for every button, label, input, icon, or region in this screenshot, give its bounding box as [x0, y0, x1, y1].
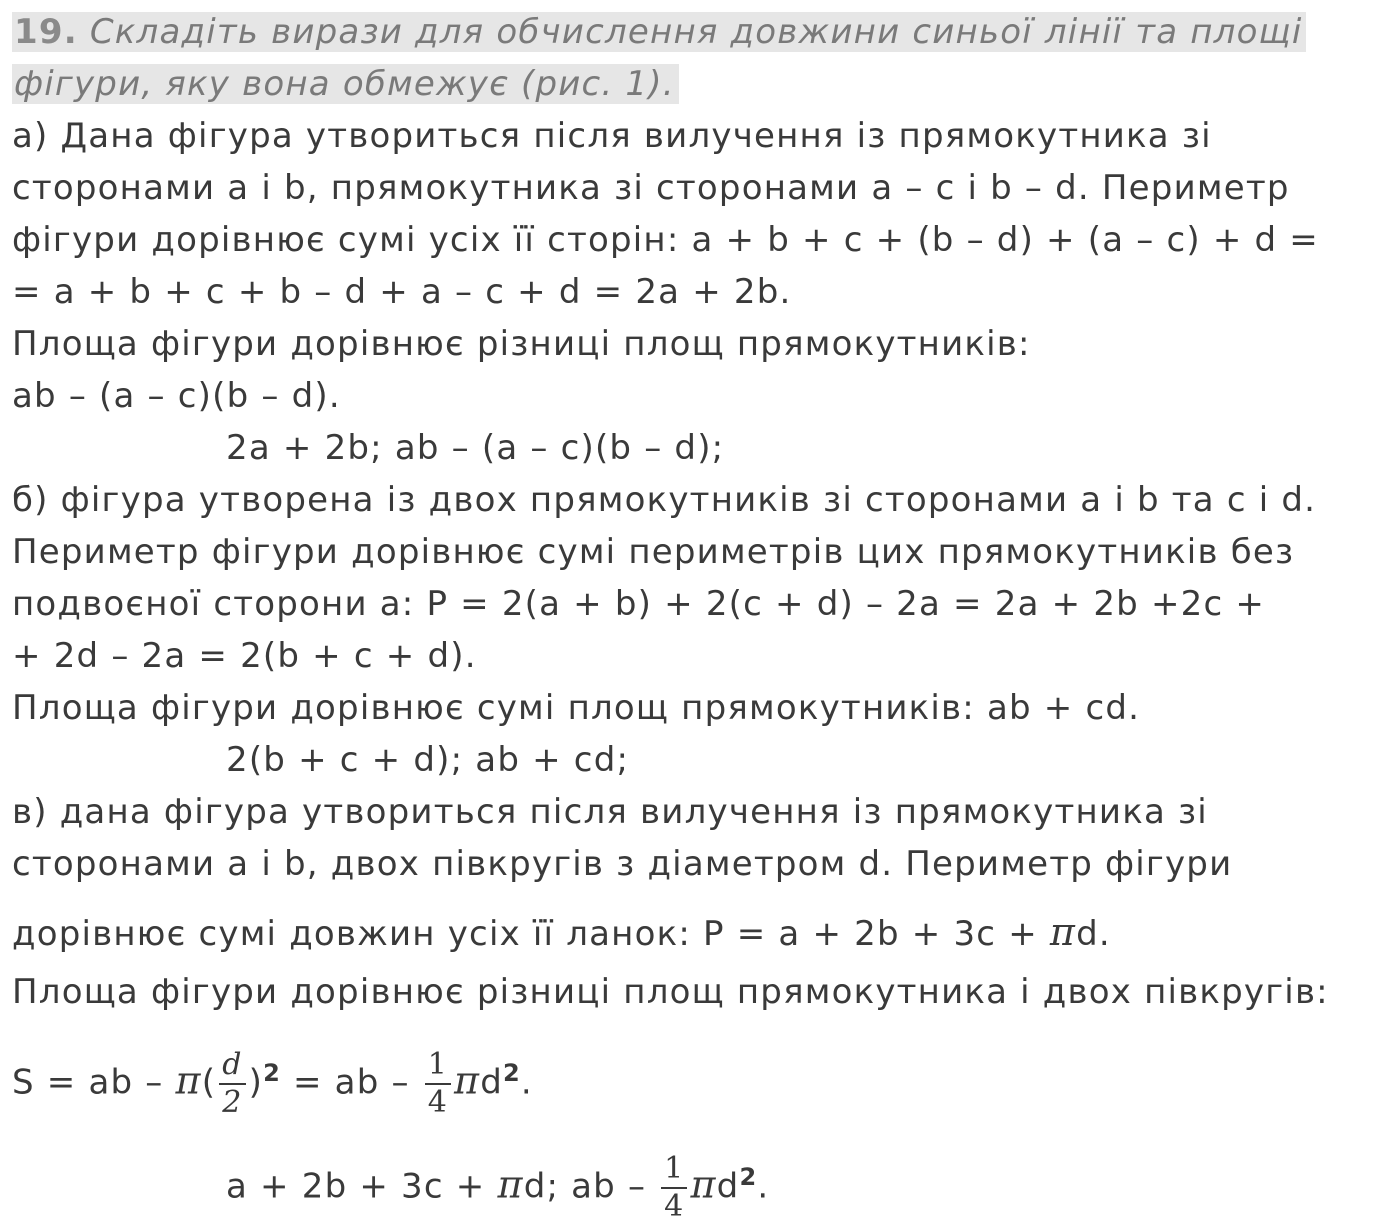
part-b-line: б) фігура утворена із двох прямокутників зі сторонами a і b та c і d. [12, 480, 1317, 520]
part-c-line: в) дана фігура утвориться після вилучення із прямокутника зі [12, 792, 1208, 832]
task-title-highlight: фігури, яку вона обмежує (рис. 1). [12, 64, 679, 104]
fraction-1-over-4: $\frac{1}{4}$ [661, 1151, 687, 1225]
part-c-line: сторонами a і b, двох півкругів з діаметром d. Периметр фігури [12, 844, 1233, 884]
task-title-highlight: 19. Складіть вирази для обчислення довжини синьої лінії та площі [12, 12, 1306, 52]
part-b-line: + 2d – 2a = 2(b + c + d). [12, 636, 477, 676]
part-a-line: сторонами a і b, прямокутника зі сторонами a – c і b – d. Периметр [12, 168, 1290, 208]
task-title-line2 [12, 64, 679, 104]
pi-symbol: π [175, 1058, 202, 1103]
part-a-answer: 2a + 2b; ab – (a – c)(b – d); [226, 428, 725, 468]
pi-symbol: π [690, 1162, 717, 1207]
part-a-line: = a + b + c + b – d + a – c + d = 2a + 2b. [12, 272, 792, 312]
pi-symbol: π [497, 1162, 524, 1207]
pi-symbol: π [454, 1058, 481, 1103]
task-number: 19. [14, 12, 78, 52]
part-c-answer: a + 2b + 3c + πd; ab – $\frac{1}{4}$ $\pi d^2$. [226, 1150, 770, 1224]
fraction-1-over-4: $\frac{1}{4}$ [425, 1047, 451, 1121]
part-c-area-formula: S = ab – π( $\frac{d}{2}$ )$^2$ = ab – $\frac{1}{4}$ $\pi d^2$. [12, 1046, 533, 1120]
part-a-line: ab – (a – c)(b – d). [12, 376, 341, 416]
fraction-d-over-2: $\frac{d}{2}$ [219, 1047, 245, 1121]
part-b-line: Периметр фігури дорівнює сумі периметрів цих прямокутників без [12, 532, 1295, 572]
part-b-line: подвоєної сторони a: P = 2(a + b) + 2(c + d) – 2a = 2a + 2b +2c + [12, 584, 1266, 624]
part-b-answer: 2(b + c + d); ab + cd; [226, 740, 630, 780]
part-a-line: Площа фігури дорівнює різниці площ прямокутників: [12, 324, 1031, 364]
part-c-perimeter-line: дорівнює сумі довжин усіх її ланок: P = a + 2b + 3c + πd. [12, 910, 1111, 954]
part-a-line: а) Дана фігура утвориться після вилучення із прямокутника зі [12, 116, 1212, 156]
part-a-line: фігури дорівнює сумі усіх її сторін: a + b + c + (b – d) + (a – c) + d = [12, 220, 1319, 260]
task-title-line1 [12, 12, 1306, 52]
part-b-line: Площа фігури дорівнює сумі площ прямокутників: ab + cd. [12, 688, 1141, 728]
pi-symbol: π [1049, 910, 1077, 954]
part-c-line: Площа фігури дорівнює різниці площ прямокутника і двох півкругів: [12, 972, 1329, 1012]
